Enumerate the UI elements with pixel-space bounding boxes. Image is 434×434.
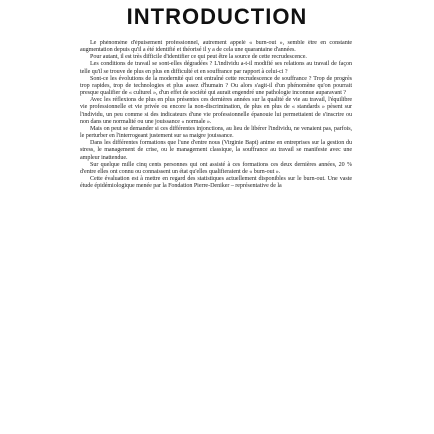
paragraph: Avec les réflexions de plus en plus présentes ces dernières années sur la qualité de vie au travail, l'équilibre vie professionnelle et vie privée ou encore la non-discrimination, de plus en plus de « standards » pèsent sur l'individu, un peu comme si des indicateurs d'une vie professionnelle épanouie lui permettaient de s'inscrire ou non dans une normalité ou une jouissance « normale ». (80, 97, 352, 125)
paragraph: Sur quelque mille cinq cents personnes qui ont assisté à ces formations ces deux dernières années, 20 % d'entre elles ont connu ou connaissent un état qu'elles qualifieraient de « burn-out ». (80, 161, 352, 175)
paragraph: Les conditions de travail se sont-elles dégradées ? L'individu a-t-il modifié ses relations au travail de façon telle qu'il se trouve de plus en plus en difficulté et en souffrance par rapport à celui-ci ? (80, 61, 352, 75)
paragraph: Dans les différentes formations que l'une d'entre nous (Virginie Bapt) anime en entreprises sur la gestion du stress, le management de crise, ou le management classique, la souffrance au travail se manifeste avec une ampleur inattendue. (80, 140, 352, 161)
paragraph: Cette évaluation est à mettre en regard des statistiques actuellement disponibles sur le burn-out. Une vaste étude épidémiologique menée par la Fondation Pierre-Deniker – représentative de la (80, 175, 352, 190)
paragraph: Sont-ce les évolutions de la modernité qui ont entraîné cette recrudescence de souffrance ? Trop de progrès trop rapides, trop de technologies et plus assez d'humain ? Ou alors s'agit-il d'un phénomène qu'on pourrait presque qualifier de « culturel », d'un effet de société qui aurait engendré une pathologie inconnue auparavant ? (80, 75, 352, 97)
paragraph: Mais on peut se demander si ces différentes injonctions, au lieu de libérer l'individu, ne venaient pas, parfois, le perturber en l'interrogeant justement sur sa maigre jouissance. (80, 125, 352, 140)
body-text (80, 40, 352, 432)
page-title: INTRODUCTION (126, 4, 308, 29)
paragraph: Le phénomène d'épuisement professionnel, autrement appelé « burn-out », semble être en constante augmentation depuis qu'il a été identifié et théorisé il y a de cela une quarantaine d'années. (80, 40, 352, 54)
paragraph: Pour autant, il est très difficile d'identifier ce qui peut être la source de cette recrudescence. (90, 54, 307, 61)
